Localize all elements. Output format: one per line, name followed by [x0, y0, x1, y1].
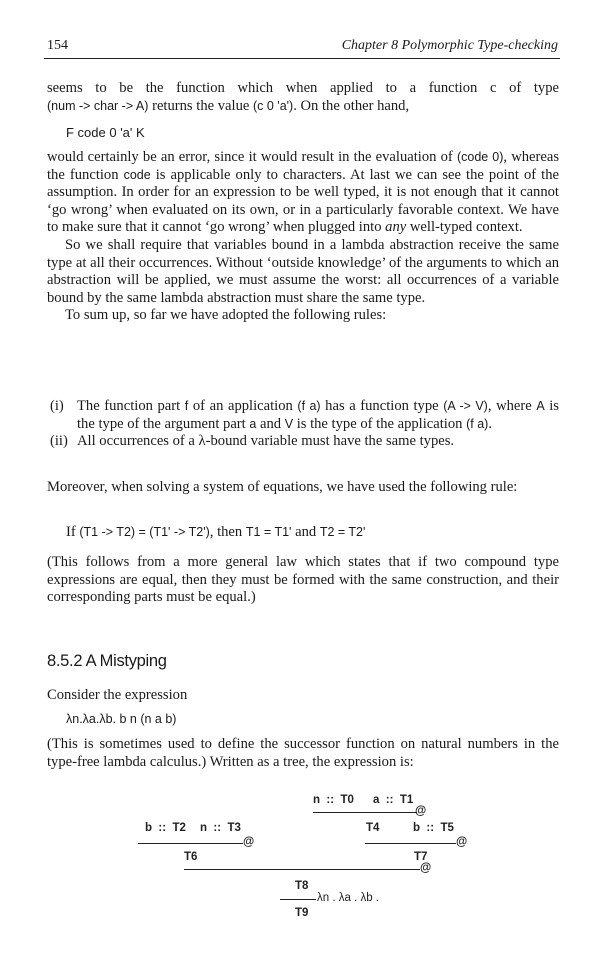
tree-node-a-t1: a :: T1 [373, 794, 414, 806]
tree-apply-4: @ [420, 862, 432, 874]
running-title: Chapter 8 Polymorphic Type-checking [341, 38, 558, 53]
tree-node-t8: T8 [295, 880, 309, 892]
code-value-expr: (c 0 'a') [253, 98, 294, 113]
text: well-typed context. [406, 219, 523, 236]
code-expr: T2 = T2' [319, 525, 366, 539]
text: of an application [188, 398, 298, 414]
text: is applicable only to characters. At last we can see the point of the assumption. In order for an expression to be well typed, it is not enough that it cannot ‘go wrong’ when evaluated on its own, or in a particularly favorable context. We have to make sure that it cannot ‘go wrong’ when plugged into [47, 166, 559, 236]
text: If [66, 524, 80, 540]
code-expr: (f a) [466, 416, 489, 431]
text: is the type of the argument part [77, 398, 559, 432]
rule-item [47, 398, 559, 433]
tree-apply-1: @ [415, 805, 427, 817]
paragraph-6: (This follows from a more general law which states that if two compound type expressions are equal, then they must be formed with the same construction, and their corresponding parts must be equal.) [47, 554, 559, 606]
code-expr: f [184, 399, 189, 413]
code-expr: (f a) [297, 399, 321, 413]
paragraph-1-line-2 [47, 98, 559, 116]
code-expr: A [536, 399, 545, 413]
text: The function part [77, 398, 185, 414]
text: and [291, 524, 320, 540]
text: has a function type [320, 398, 444, 414]
text: would certainly be an error, since it would result in the evaluation of [47, 149, 457, 165]
tree-line-4 [184, 869, 420, 870]
tree-node-t4: T4 [366, 822, 380, 834]
tree-node-b-t2: b :: T2 [145, 822, 186, 834]
tree-line-3 [365, 843, 456, 844]
paragraph-7: Consider the expression [47, 687, 188, 703]
tree-node-b-t5: b :: T5 [413, 822, 454, 834]
paragraph-3: So we shall require that variables bound in a lambda abstraction receive the same type at all their occurrences. Without ‘outside knowledge’ of the arguments to which an abstraction will be applied, we must assume the worst: all occurrences of a variable bound by the same lambda abstraction must share the same type. [47, 236, 559, 306]
tree-node-t9: T9 [295, 907, 309, 919]
tree-node-t7: T7 [414, 851, 428, 863]
paragraph-1 [47, 80, 559, 115]
tree-line-2 [138, 843, 243, 844]
rules-list [47, 398, 559, 451]
text: . [488, 415, 492, 432]
tree-line-5 [280, 899, 316, 900]
tree-node-n-t3: n :: T3 [200, 822, 241, 834]
code-expr: a [249, 416, 257, 431]
tree-apply-2: @ [243, 836, 255, 848]
text: All occurrences of a λ-bound variable must have the same types. [77, 433, 455, 450]
code-type-expr: (num -> char -> A) [47, 98, 149, 113]
paragraph-2 [47, 149, 559, 325]
rule-number: (ii) [50, 433, 68, 450]
text: , where [487, 398, 537, 414]
code-expr: V [284, 416, 294, 431]
tree-lambda-abstraction: λn . λa . λb . [317, 892, 379, 904]
page-number: 154 [47, 38, 68, 53]
display-lambda-expression: λn.λa.λb. b n (n a b) [66, 712, 177, 726]
section-heading: 8.5.2 A Mistyping [47, 652, 167, 670]
paragraph-8: (This is sometimes used to define the successor function on natural numbers in the type-free lambda calculus.) Written as a tree, the expression is: [47, 736, 559, 770]
code-expr: (T1 -> T2) = (T1' -> T2') [79, 525, 210, 539]
rule-number: (i) [50, 398, 64, 414]
paragraph-1-line-1: seems to be the function which when applied to a function c of type [47, 80, 559, 96]
header-rule [44, 58, 560, 59]
text: and [256, 415, 285, 432]
display-expression-1: F code 0 'a' K [66, 125, 145, 140]
text: is the type of the application [293, 415, 467, 432]
code-expr: code [123, 167, 151, 182]
rule-item [47, 433, 559, 451]
paragraph-4: To sum up, so far we have adopted the following rules: [65, 307, 387, 324]
text: , then [209, 524, 246, 540]
text: . On the other hand, [293, 97, 410, 114]
code-expr: (code 0) [456, 150, 504, 164]
code-expr: T1 = T1' [245, 525, 292, 539]
page-header [44, 38, 560, 58]
tree-node-n-t0: n :: T0 [313, 794, 354, 806]
text: , whereas the function [47, 149, 559, 183]
paragraph-5: Moreover, when solving a system of equations, we have used the following rule: [47, 479, 518, 495]
display-rule [66, 524, 365, 541]
code-expr: (A -> V) [443, 399, 488, 413]
tree-apply-3: @ [456, 836, 468, 848]
tree-node-t6: T6 [184, 851, 198, 863]
tree-line-1 [313, 812, 417, 813]
emphasis: any [385, 219, 407, 236]
text: returns the value [148, 97, 253, 114]
